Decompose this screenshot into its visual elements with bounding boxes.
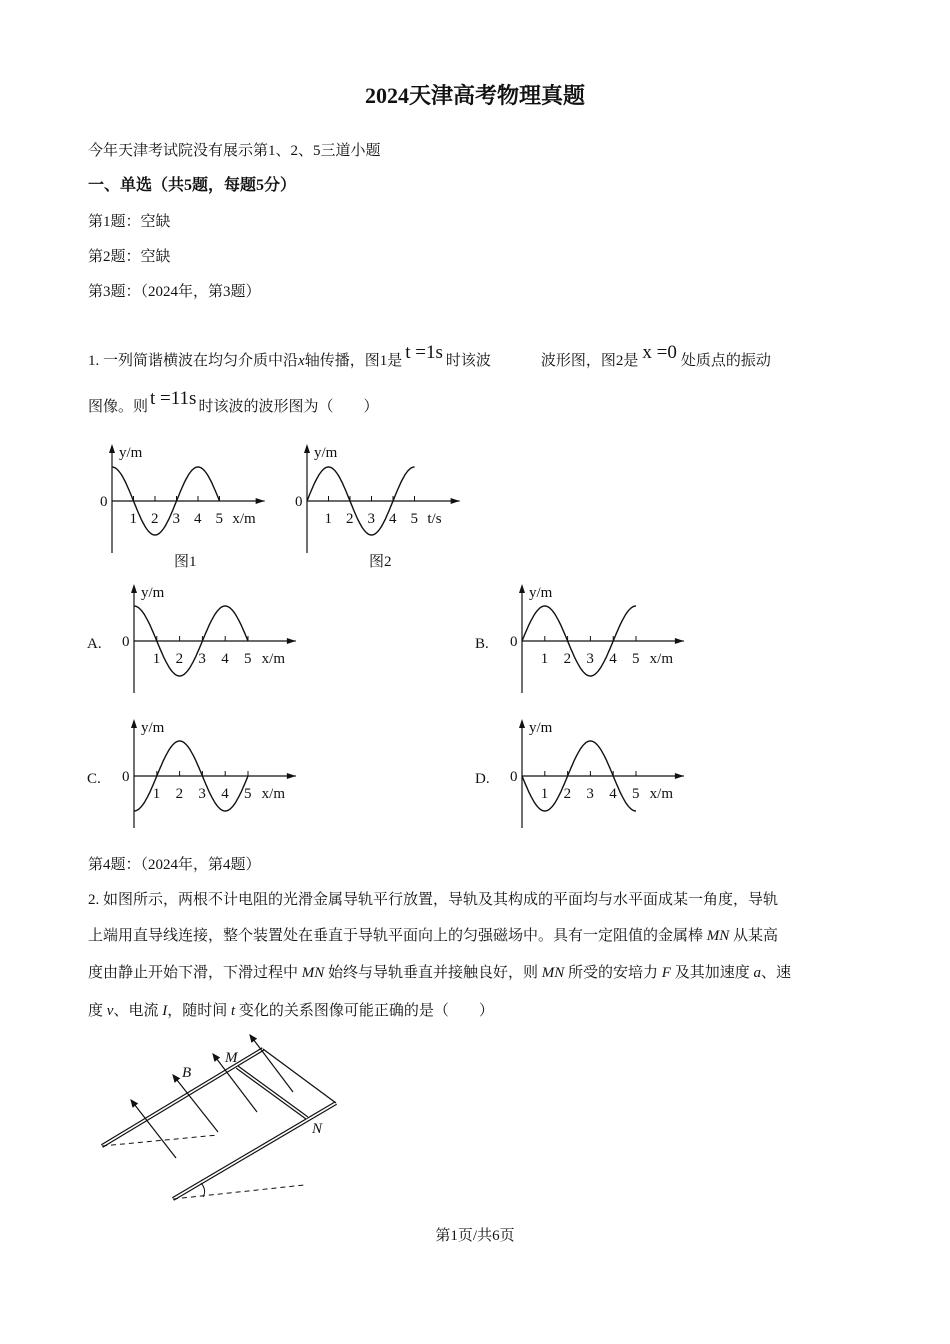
section-heading: 一、单选（共5题，每题5分）	[88, 177, 297, 194]
x-axis-label: t/s	[427, 511, 442, 527]
y-axis-label: y/m	[314, 445, 338, 461]
x-axis-label: x/m	[649, 786, 674, 802]
tick-label: 3	[172, 511, 180, 527]
question-3-label: 第3题：（2024年，第3题）	[88, 284, 261, 300]
tick-label: 4	[194, 511, 202, 527]
tick-label: 4	[609, 786, 617, 802]
tick-label: 4	[221, 786, 229, 802]
tick-label: 2	[563, 786, 572, 802]
question-4-line-1: 2. 如图所示，两根不计电阻的光滑金属导轨平行放置，导轨及其构成的平面均与水平面成某一角度，导轨	[88, 892, 779, 908]
angle-arc	[201, 1183, 205, 1197]
var-mn: MN	[706, 928, 730, 944]
tick-label: 1	[152, 651, 161, 667]
text: 所受的安培力	[564, 965, 662, 981]
tick-label: 2	[175, 786, 184, 802]
var-t: t	[230, 1003, 236, 1019]
tick-label: 1	[540, 786, 549, 802]
tick-label: 5	[244, 786, 252, 802]
option-a-label[interactable]: A.	[87, 636, 102, 652]
question-1-missing: 第1题：空缺	[88, 214, 171, 230]
option-b-label[interactable]: B.	[475, 636, 489, 652]
tick-label: 5	[215, 511, 223, 527]
tick-label: 3	[586, 786, 594, 802]
tick-label: 1	[129, 511, 137, 527]
text: 从某高	[729, 928, 779, 944]
option-c-label[interactable]: C.	[87, 771, 101, 787]
figure-1-caption: 图1	[174, 554, 197, 570]
tick-label: 3	[198, 651, 206, 667]
origin-label: 0	[100, 494, 108, 510]
var-x: x	[298, 353, 305, 369]
text: 上端用直导线连接，整个装置处在垂直于导轨平面向上的匀强磁场中。具有一定阻值的金属棒	[88, 928, 707, 944]
var-i: I	[162, 1003, 168, 1019]
text: 1. 一列简谐横波在均匀介质中沿	[88, 353, 299, 369]
tick-label: 3	[367, 511, 375, 527]
tick-label: 1	[152, 786, 161, 802]
y-axis-label: y/m	[141, 720, 165, 736]
var-a: a	[753, 965, 761, 981]
text: 变化的关系图像可能正确的是（ ）	[235, 1003, 494, 1019]
y-axis-label: y/m	[119, 445, 143, 461]
tick-label: 1	[540, 651, 549, 667]
var-mn: MN	[541, 965, 565, 981]
question-4-label: 第4题：（2024年，第4题）	[88, 857, 261, 873]
tick-label: 5	[410, 511, 418, 527]
tick-label: 2	[563, 651, 572, 667]
math-t11: t =11s	[150, 388, 197, 409]
text: 始终与导轨垂直并接触良好，则	[324, 965, 542, 981]
text: 及其加速度	[670, 965, 754, 981]
text: ，随时间	[167, 1003, 231, 1019]
text: 、速	[760, 965, 791, 981]
math-t1: t =1s	[405, 342, 443, 363]
intro-note: 今年天津考试院没有展示第1、2、5三道小题	[88, 143, 381, 159]
text: 度	[88, 1003, 107, 1019]
text: 时该波	[445, 353, 491, 369]
y-axis-label: y/m	[141, 585, 165, 601]
page-title: 2024天津高考物理真题	[364, 83, 585, 108]
text: 波形图，图2是	[540, 353, 639, 369]
y-axis-label: y/m	[529, 585, 553, 601]
figure-2-caption: 图2	[369, 554, 392, 570]
field-arrow-icon	[173, 1075, 218, 1132]
tick-label: 1	[324, 511, 332, 527]
text: 图像。则	[88, 399, 149, 415]
text: 时该波的波形图为（ ）	[198, 399, 379, 415]
origin-label: 0	[122, 634, 130, 650]
tick-label: 3	[198, 786, 206, 802]
var-f: F	[661, 965, 671, 981]
text: 度由静止开始下滑，下滑过程中	[88, 965, 302, 981]
origin-label: 0	[295, 494, 303, 510]
label-m: M	[225, 1050, 238, 1066]
x-axis-label: x/m	[261, 786, 286, 802]
x-axis-label: x/m	[649, 651, 674, 667]
tick-label: 3	[586, 651, 594, 667]
label-n: N	[312, 1121, 323, 1137]
tick-label: 2	[175, 651, 184, 667]
tick-label: 4	[609, 651, 617, 667]
var-mn: MN	[301, 965, 325, 981]
tick-label: 4	[221, 651, 229, 667]
question-2-missing: 第2题：空缺	[88, 249, 171, 265]
math-x0: x =0	[642, 342, 677, 363]
tick-label: 2	[151, 511, 159, 527]
tick-label: 5	[632, 786, 640, 802]
tick-label: 4	[389, 511, 397, 527]
tick-label: 5	[632, 651, 640, 667]
page-footer: 第1页/共6页	[435, 1228, 515, 1244]
y-axis-label: y/m	[529, 720, 553, 736]
origin-label: 0	[510, 634, 518, 650]
text: 、电流	[113, 1003, 163, 1019]
origin-label: 0	[122, 769, 130, 785]
tick-label: 2	[346, 511, 354, 527]
field-arrow-icon	[131, 1100, 176, 1158]
origin-label: 0	[510, 769, 518, 785]
label-b: B	[182, 1065, 192, 1081]
text: 处质点的振动	[680, 353, 771, 369]
tick-label: 5	[244, 651, 252, 667]
x-axis-label: x/m	[232, 511, 256, 527]
x-axis-label: x/m	[261, 651, 286, 667]
text: 轴传播，图1是	[304, 353, 403, 369]
var-v: v	[106, 1003, 114, 1019]
option-d-label[interactable]: D.	[475, 771, 490, 787]
